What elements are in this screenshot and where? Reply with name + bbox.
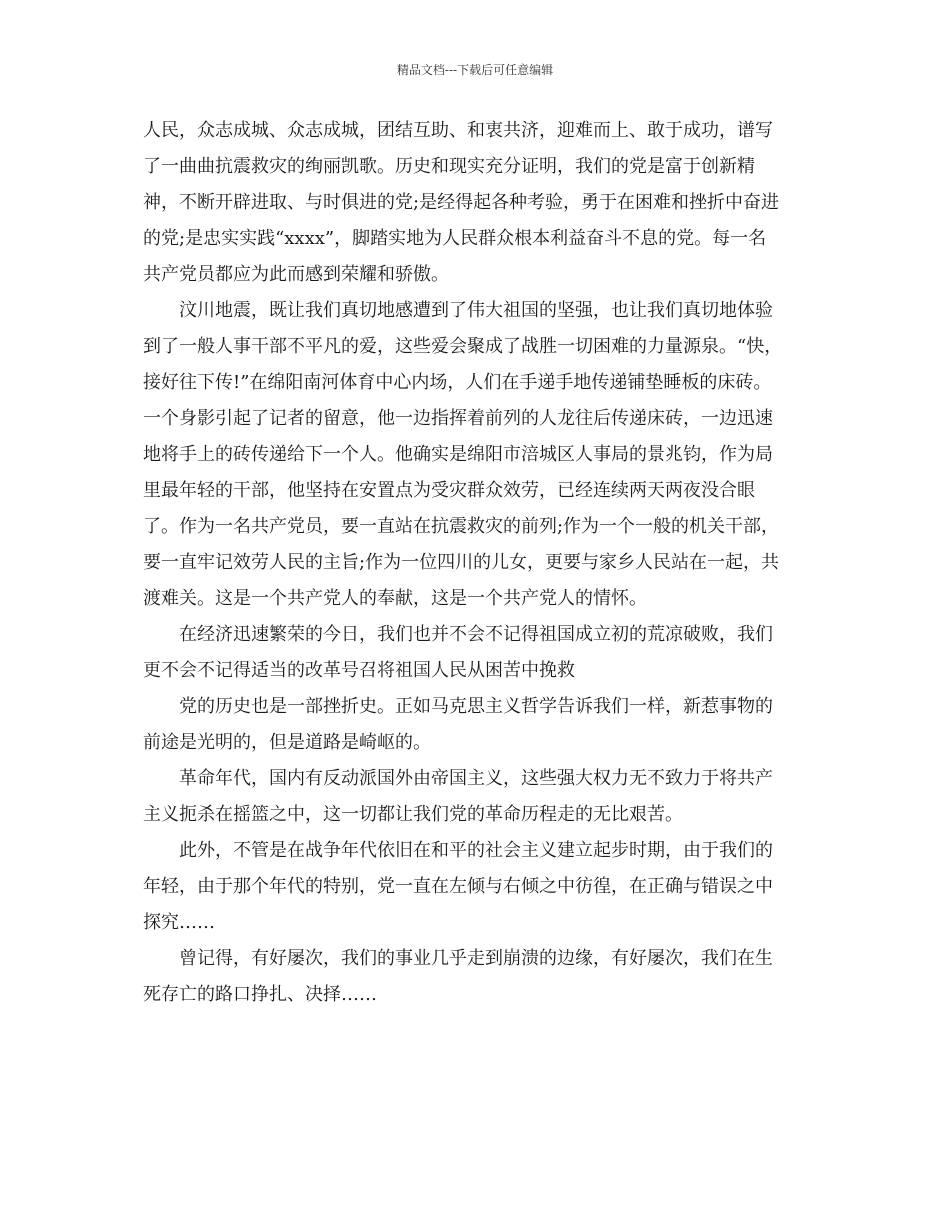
text-line: 渡难关。这是一个共产党人的奉献，这是一个共产党人的情怀。 xyxy=(143,588,647,609)
text-line: 前途是光明的，但是道路是崎岖的。 xyxy=(143,732,431,753)
text-line: 共产党员都应为此而感到荣耀和骄傲。 xyxy=(143,264,449,285)
paragraph-first-line: 党的历史也是一部挫折史。正如马克思主义哲学告诉我们一样，新惹事物的 xyxy=(179,696,773,717)
text-line: 死存亡的路口挣扎、决择…… xyxy=(143,984,377,1005)
document-body xyxy=(143,113,805,1013)
text-line: 人民，众志成城、众志成城，团结互助、和衷共济，迎难而上、敢于成功，谱写 xyxy=(143,120,773,141)
text-line: 了。作为一名共产党员，要一直站在抗震救灾的前列;作为一个一般的机关干部， xyxy=(143,516,780,537)
text-line: 的党;是忠实实践“xxxx”，脚踏实地为人民群众根本利益奋斗不息的党。每一名 xyxy=(143,228,767,249)
text-line: 了一曲曲抗震救灾的绚丽凯歌。历史和现实充分证明，我们的党是富于创新精 xyxy=(143,156,755,177)
text-line: 到了一般人事干部不平凡的爱，这些爱会聚成了战胜一切困难的力量源泉。“快， xyxy=(143,336,783,357)
paragraph-first-line: 曾记得，有好屡次，我们的事业几乎走到崩溃的边缘，有好屡次，我们在生 xyxy=(179,948,773,969)
paragraph-first-line: 革命年代，国内有反动派国外由帝国主义，这些强大权力无不致力于将共产 xyxy=(179,768,773,789)
text-line: 地将手上的砖传递给下一个人。他确实是绵阳市涪城区人事局的景兆钧，作为局 xyxy=(143,444,773,465)
page-header: 精品文档---下载后可任意编辑 xyxy=(396,63,554,77)
text-line: 主义扼杀在摇篮之中，这一切都让我们党的革命历程走的无比艰苦。 xyxy=(143,804,683,825)
text-line: 年轻，由于那个年代的特别，党一直在左倾与右倾之中彷徨，在正确与错误之中 xyxy=(143,876,773,897)
text-line: 里最年轻的干部，他坚持在安置点为受灾群众效劳，已经连续两天两夜没合眼 xyxy=(143,480,755,501)
paragraph-first-line: 汶川地震，既让我们真切地感遭到了伟大祖国的坚强，也让我们真切地体验 xyxy=(179,300,773,321)
text-line: 一个身影引起了记者的留意，他一边指挥着前列的人龙往后传递床砖，一边迅速 xyxy=(143,408,773,429)
paragraph-first-line: 在经济迅速繁荣的今日，我们也并不会不记得祖国成立初的荒凉破败，我们 xyxy=(179,624,773,645)
text-line: 更不会不记得适当的改革号召将祖国人民从困苦中挽救 xyxy=(143,660,575,681)
text-line: 要一直牢记效劳人民的主旨;作为一位四川的儿女，更要与家乡人民站在一起，共 xyxy=(143,552,780,573)
text-line: 接好往下传!”在绵阳南河体育中心内场，人们在手递手地传递铺垫睡板的床砖。 xyxy=(143,372,772,393)
text-line: 神，不断开辟进取、与时俱进的党;是经得起各种考验，勇于在困难和挫折中奋进 xyxy=(143,192,780,213)
text-line: 探究…… xyxy=(143,912,215,933)
paragraph-first-line: 此外，不管是在战争年代依旧在和平的社会主义建立起步时期，由于我们的 xyxy=(179,840,773,861)
